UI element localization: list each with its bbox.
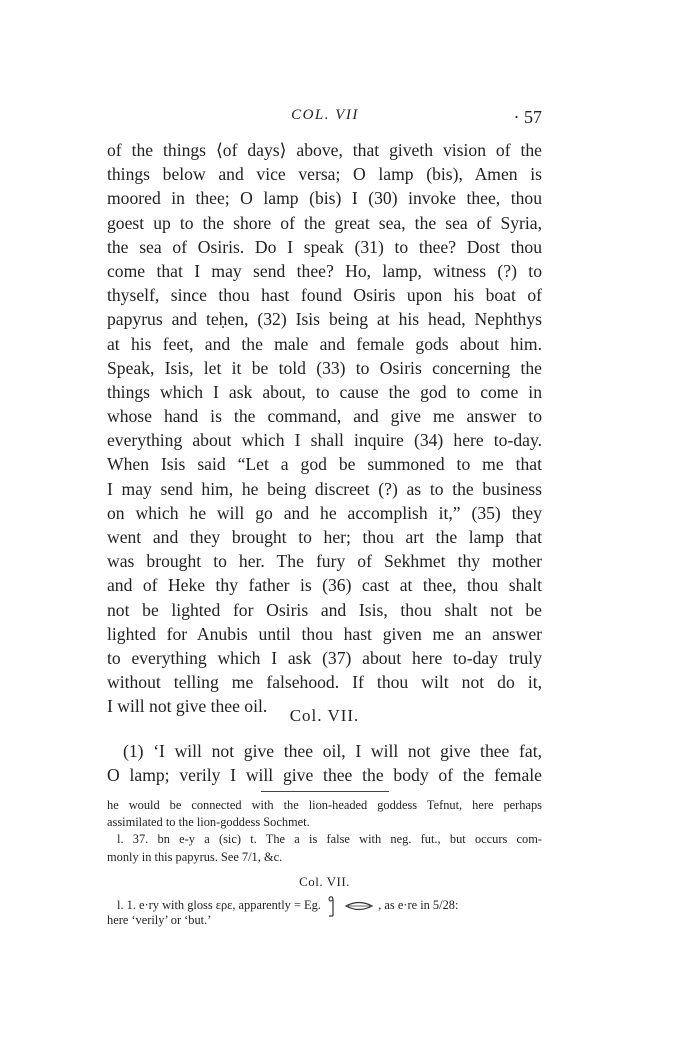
- footnotes-col-vii: [107, 895, 542, 929]
- note-text: , as e·re in 5/28:: [378, 897, 459, 912]
- note-line: assimilated to the lion-goddess Sochmet.: [107, 815, 310, 830]
- mouth-hieroglyph-icon: [345, 901, 373, 911]
- text-line: at his feet, and the male and female gods about him.: [107, 333, 542, 354]
- text-line: I may send him, he being discreet (?) as to the business: [107, 478, 542, 499]
- text-line: went and they brought to her; thou art the lamp that: [107, 527, 542, 547]
- text-line: papyrus and teḥen, (32) Isis being at his head, Nephthys: [107, 309, 542, 330]
- text-line: (1) ‘I will not give thee oil, I will not give thee fat,: [123, 741, 542, 761]
- text-line: to everything which I ask (37) about here to-day truly: [107, 647, 542, 668]
- text-line: thyself, since thou hast found Osiris upon his boat of: [107, 285, 542, 306]
- section-heading: Col. VII.: [289, 706, 360, 725]
- footnote-rule: [261, 791, 389, 792]
- text-line: the sea of Osiris. Do I speak (31) to thee? Dost thou: [107, 236, 542, 257]
- text-line: and of Heke thy father is (36) cast at thee, thou shalt: [107, 575, 542, 596]
- notes-heading: Col. VII.: [299, 874, 350, 889]
- note-text: l. 1. e·ry with gloss ερε, apparently = Eg.: [117, 897, 321, 912]
- text-line: moored in thee; O lamp (bis) I (30) invoke thee, thou: [107, 188, 542, 209]
- text-line: not be lighted for Osiris and Isis, thou shalt not be: [107, 599, 542, 620]
- main-text: [107, 138, 542, 719]
- running-title: COL. VII: [291, 107, 359, 123]
- text-line: Speak, Isis, let it be told (33) to Osiris concerning the: [107, 357, 542, 378]
- text-line: things below and vice versa; O lamp (bis), Amen is: [107, 164, 542, 185]
- text-line: come that I may send thee? Ho, lamp, witness (?) to: [107, 260, 542, 281]
- reed-hieroglyph-icon: [327, 895, 337, 917]
- text-line: on which he will go and he accomplish it,” (35) they: [107, 502, 542, 523]
- text-line: was brought to her. The fury of Sekhmet thy mother: [107, 551, 542, 572]
- section-text: [107, 739, 542, 787]
- running-head: [108, 107, 542, 131]
- page-number: · 57: [513, 107, 542, 127]
- note-line: [107, 895, 542, 912]
- footnotes: [107, 797, 542, 866]
- note-line: l. 37. bn e-y a (sic) t. The a is false with neg. fut., but occurs com-: [117, 832, 542, 847]
- note-line: monly in this papyrus. See 7/1, &c.: [107, 849, 283, 864]
- text-line: everything about which I shall inquire (34) here to-day.: [107, 430, 542, 451]
- text-line: lighted for Anubis until thou hast given me an answer: [107, 623, 542, 644]
- text-line: When Isis said “Let a god be summoned to me that: [107, 454, 542, 475]
- text-line: without telling me falsehood. If thou wilt not do it,: [107, 672, 542, 693]
- text-line: O lamp; verily I will give thee the body of the female: [107, 765, 542, 786]
- text-line: I will not give thee oil.: [107, 696, 268, 717]
- note-line: here ‘verily’ or ‘but.’: [107, 913, 212, 928]
- text-line: things which I ask about, to cause the god to come in: [107, 381, 542, 402]
- text-line: goest up to the shore of the great sea, the sea of Syria,: [107, 212, 542, 233]
- note-line: he would be connected with the lion-headed goddess Tefnut, here perhaps: [107, 798, 542, 812]
- text-line: whose hand is the command, and give me answer to: [107, 406, 542, 427]
- text-line: of the things ⟨of days⟩ above, that giveth vision of the: [107, 140, 542, 160]
